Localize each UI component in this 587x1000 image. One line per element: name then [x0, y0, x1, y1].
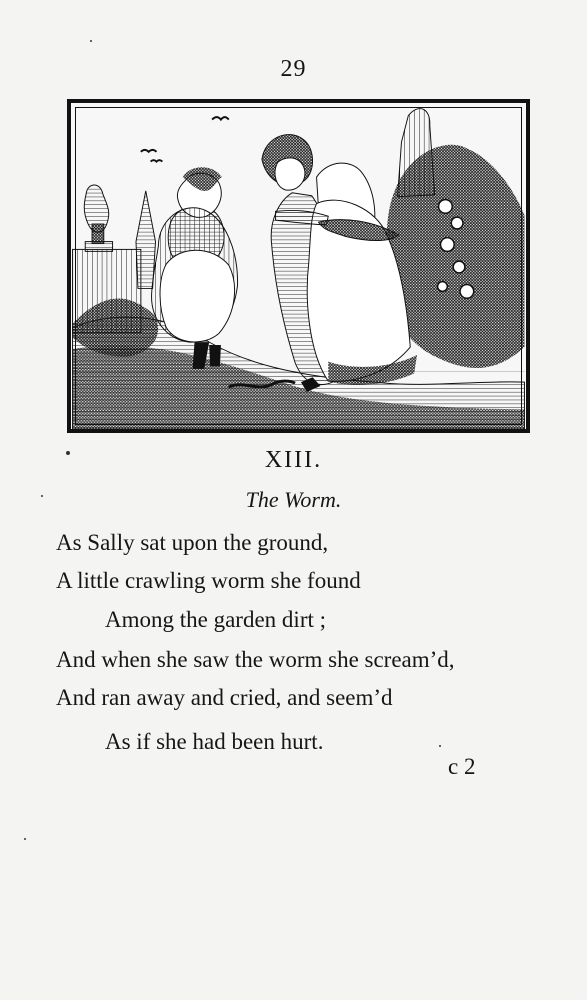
printer-signature: c 2	[448, 754, 476, 779]
chapter-number: XIII.	[264, 447, 323, 473]
ink-speck	[41, 495, 43, 497]
poem-line: As Sally sat upon the ground,	[56, 530, 329, 555]
poem-line: And when she saw the worm she scream’d,	[56, 647, 455, 672]
ink-speck	[90, 40, 92, 42]
poem-line: Among the garden dirt ;	[105, 607, 327, 632]
woodcut-illustration	[67, 99, 530, 433]
ink-speck	[439, 745, 441, 747]
poem-title: The Worm.	[245, 487, 342, 512]
page-number: 29	[280, 56, 307, 82]
ink-speck	[66, 451, 70, 455]
poem-line: And ran away and cried, and seem’d	[56, 685, 393, 710]
poem-line: A little crawling worm she found	[56, 568, 361, 593]
poem-line: As if she had been hurt.	[105, 729, 324, 754]
ink-speck	[24, 838, 26, 840]
